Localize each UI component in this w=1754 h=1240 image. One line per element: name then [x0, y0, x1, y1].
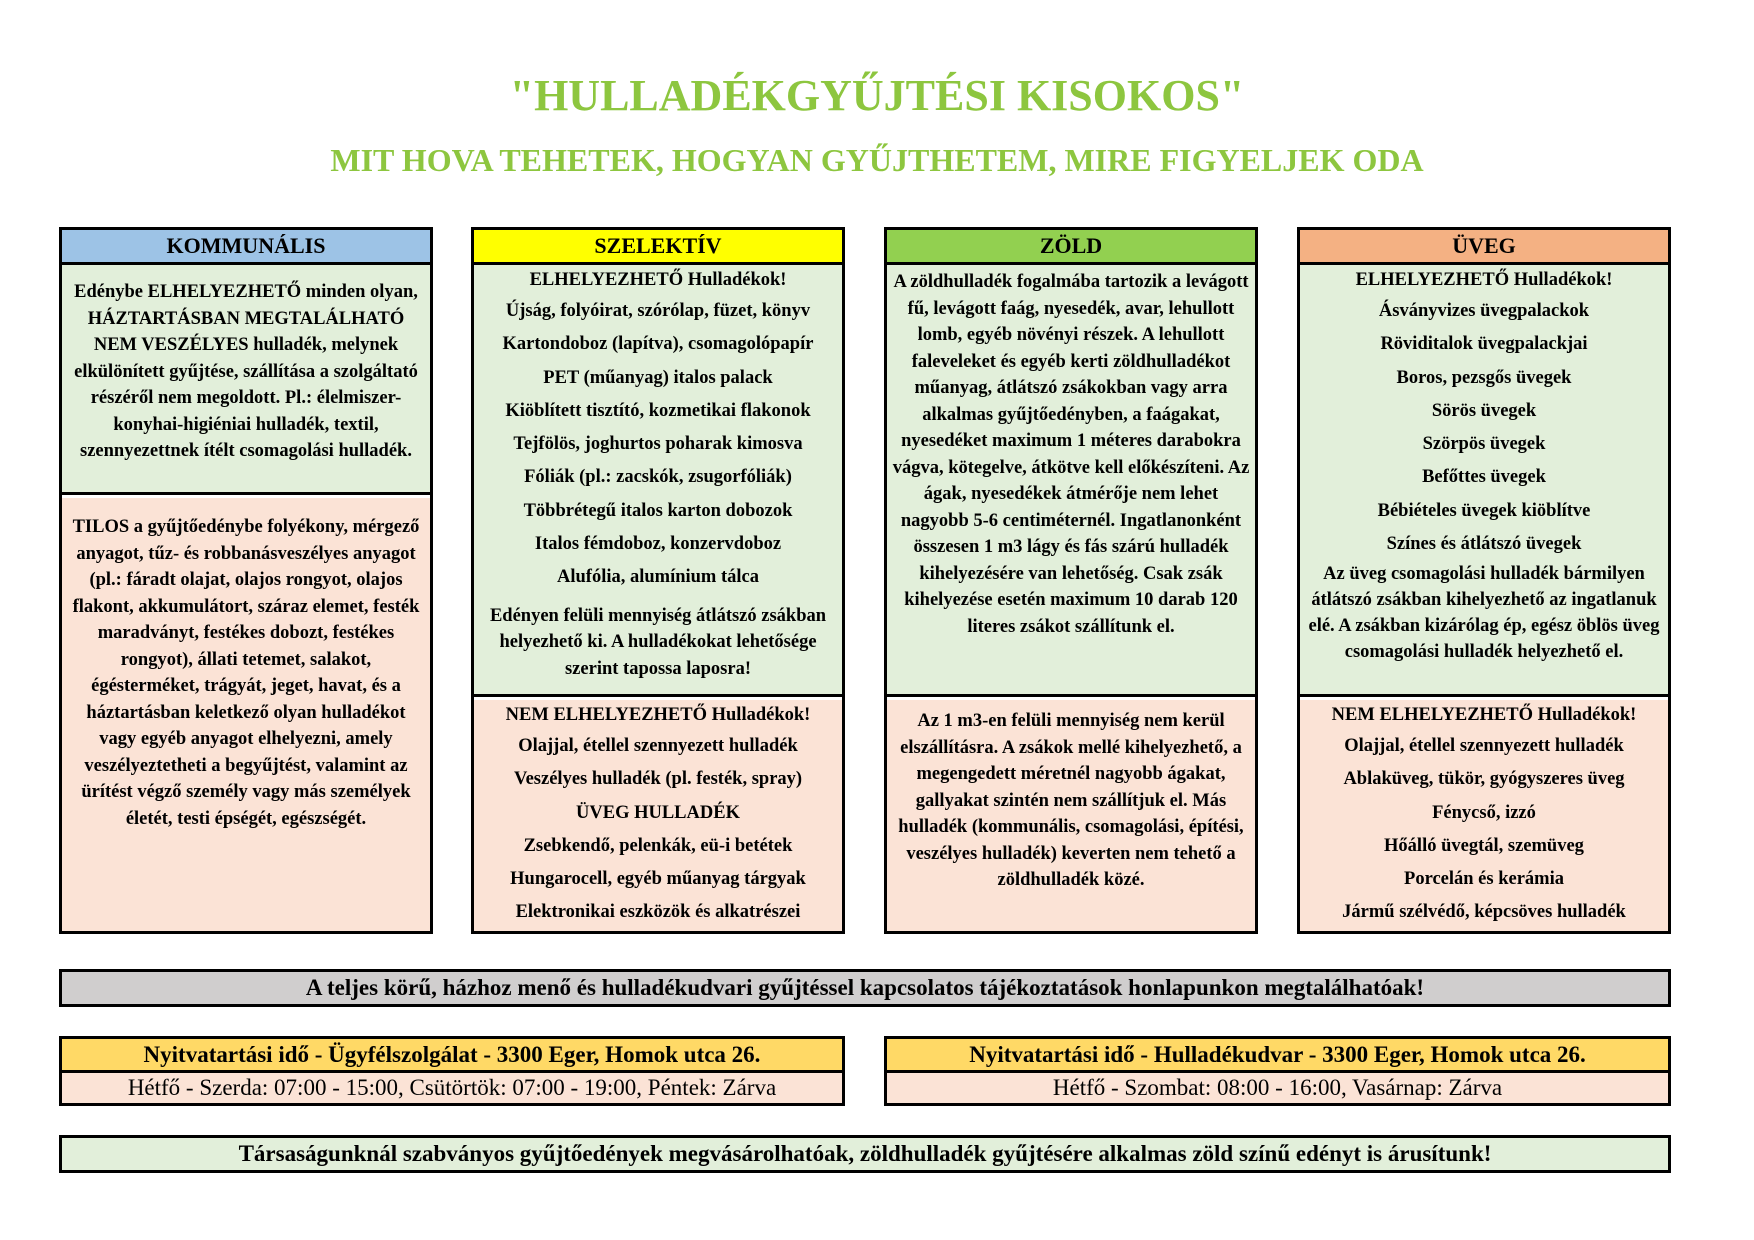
list-item: Italos fémdoboz, konzervdoboz [534, 534, 782, 555]
list-item: Olajjal, étellel szennyezett hulladék [1344, 736, 1624, 756]
list-item: Fénycső, izzó [1432, 802, 1536, 823]
uveg-allowed-list [1300, 295, 1668, 561]
list-item: Újság, folyóirat, szórólap, füzet, könyv [505, 301, 811, 321]
list-item: Fóliák (pl.: zacskók, zsugorfóliák) [524, 467, 792, 488]
szelektiv-header: SZELEKTÍV [474, 230, 842, 265]
szelektiv-forbidden-section [474, 700, 842, 931]
uveg-column [1297, 227, 1671, 934]
yard-hours-box [884, 1036, 1671, 1106]
office-hours-times: Hétfő - Szerda: 07:00 - 15:00, Csütörtök: 07:00 - 19:00, Péntek: Zárva [62, 1073, 842, 1103]
zold-allowed-text: A zöldhulladék fogalmába tartozik a levágott fű, levágott faág, nyesedék, avar, lehullott lomb, egyéb növényi részek. A lehullott faleveleket és egyéb kerti zöldhulladékot műanyag, átlátszó zsákokban vagy arra alkalmas gyűjtőedényben, a faágakat, nyesedéket maximum 1 méteres darabokra vágva, kötegelve, átkötve kell előkészíteni. Az ágak, nyesedékek átmérője nem lehet nagyobb 5-6 centiméternél. Ingatlanonként összesen 1 m3 lágy és fás szárú hulladék kihelyezésére van lehetőség. Csak zsák kihelyezése esetén maximum 10 darab 120 literes zsákot szállítunk el. [887, 265, 1255, 697]
list-item: Zsebkendő, pelenkák, eü-i betétek [523, 835, 793, 856]
kommunalis-header: KOMMUNÁLIS [62, 230, 430, 265]
list-item: Színes és átlátszó üvegek [1386, 534, 1582, 555]
footer-bar: Társaságunknál szabványos gyűjtőedények megvásárolhatóak, zöldhulladék gyűjtésére alkalmas zöld színű edényt is árusítunk! [59, 1135, 1671, 1173]
page-subtitle: MIT HOVA TEHETEK, HOGYAN GYŰJTHETEM, MIRE FIGYELJEK ODA [330, 142, 1424, 178]
kommunalis-allowed-text: Edénybe ELHELYEZHETŐ minden olyan, HÁZTARTÁSBAN MEGTALÁLHATÓ NEM VESZÉLYES hulladék, melynek elkülönített gyűjtése, szállítása a szolgáltató részéről nem megoldott. Pl.: élelmiszer-konyhai-higiéniai hulladék, textil, szennyezettnek ítélt csomagolási hulladék. [62, 265, 430, 495]
page-title: "HULLADÉKGYŰJTÉSI KISOKOS" [509, 71, 1245, 120]
list-item: Többrétegű italos karton dobozok [523, 500, 793, 521]
list-item: ÜVEG HULLADÉK [576, 802, 740, 823]
list-item: Kiöblített tisztító, kozmetikai flakonok [505, 400, 811, 421]
info-bar: A teljes körű, házhoz menő és hulladékudvari gyűjtéssel kapcsolatos tájékoztatások honlapunkon megtalálhatóak! [59, 969, 1671, 1007]
list-item: Olajjal, étellel szennyezett hulladék [518, 736, 798, 756]
uveg-allowed-title: ELHELYEZHETŐ Hulladékok! [1355, 270, 1613, 290]
kommunalis-column [59, 227, 433, 934]
uveg-forbidden-list [1300, 730, 1668, 930]
zold-column [884, 227, 1258, 934]
yard-hours-title: Nyitvatartási idő - Hulladékudvar - 3300 Eger, Homok utca 26. [887, 1039, 1668, 1073]
list-item: Ásványvizes üvegpalackok [1378, 301, 1590, 321]
uveg-forbidden-title: NEM ELHELYEZHETŐ Hulladékok! [1331, 705, 1637, 725]
zold-forbidden-text: Az 1 m3-en felüli mennyiség nem kerül elszállításra. A zsákok mellé kihelyezhető, a megengedett méretnél nagyobb ágakat, gallyakat szintén nem szállítjuk el. Más hulladék (kommunális, csomagolási, építési, veszélyes hulladék) keverten nem tehető a zöldhulladék közé. [887, 700, 1255, 931]
list-item: Elektronikai eszközök és alkatrészei [515, 902, 801, 923]
yard-hours-times: Hétfő - Szombat: 08:00 - 16:00, Vasárnap: Zárva [887, 1073, 1668, 1103]
list-item: Jármű szélvédő, képcsöves hulladék [1342, 902, 1626, 923]
list-item: Alufólia, alumínium tálca [557, 567, 759, 588]
szelektiv-allowed-list [474, 295, 842, 595]
list-item: Befőttes üvegek [1422, 467, 1546, 488]
szelektiv-column [471, 227, 845, 934]
office-hours-title: Nyitvatartási idő - Ügyfélszolgálat - 3300 Eger, Homok utca 26. [62, 1039, 842, 1073]
office-hours-box [59, 1036, 845, 1106]
list-item: Bébiételes üvegek kiöblítve [1377, 500, 1591, 521]
list-item: Porcelán és kerámia [1404, 869, 1564, 890]
szelektiv-note: Edényen felüli mennyiség átlátszó zsákban helyezhető ki. A hulladékokat lehetősége szerint tapossa laposra! [489, 605, 827, 679]
list-item: Ablaküveg, tükör, gyógyszeres üveg [1343, 769, 1625, 790]
uveg-forbidden-section [1300, 700, 1668, 931]
list-item: Hungarocell, egyéb műanyag tárgyak [510, 869, 806, 890]
zold-header: ZÖLD [887, 230, 1255, 265]
list-item: Szörpös üvegek [1422, 434, 1546, 455]
szelektiv-forbidden-list [474, 730, 842, 930]
list-item: Veszélyes hulladék (pl. festék, spray) [513, 769, 803, 790]
szelektiv-allowed-title: ELHELYEZHETŐ Hulladékok! [529, 270, 787, 290]
list-item: Hőálló üvegtál, szemüveg [1384, 835, 1584, 856]
list-item: Tejfölös, joghurtos poharak kimosva [513, 434, 803, 455]
uveg-header: ÜVEG [1300, 230, 1668, 265]
list-item: Kartondoboz (lapítva), csomagolópapír [502, 334, 814, 355]
uveg-allowed-section [1300, 265, 1668, 697]
kommunalis-forbidden-text: TILOS a gyűjtőedénybe folyékony, mérgező anyagot, tűz- és robbanásveszélyes anyagot (pl.: fáradt olajat, olajos rongyot, olajos flakont, akkumulátort, száraz elemet, festék maradványt, festékes dobozt, festékes rongyot), állati tetemet, salakot, égésterméket, trágyát, jeget, havat, és a háztartásban keletkező olyan hulladékot vagy egyéb anyagot elhelyezni, amely veszélyeztetheti a begyűjtést, valamint az ürítést végző személy vagy más személyek életét, testi épségét, egészségét. [62, 498, 430, 931]
list-item: Röviditalok üvegpalackjai [1380, 334, 1588, 355]
uveg-note: Az üveg csomagolási hulladék bármilyen átlátszó zsákban kihelyezhető az ingatlanuk elé. A zsákban kizárólag ép, egész öblös üveg csomagolási hulladék helyezhető el. [1308, 564, 1660, 663]
list-item: Boros, pezsgős üvegek [1396, 367, 1572, 388]
list-item: PET (műanyag) italos palack [543, 367, 773, 388]
list-item: Sörös üvegek [1431, 400, 1537, 421]
szelektiv-forbidden-title: NEM ELHELYEZHETŐ Hulladékok! [505, 705, 811, 725]
szelektiv-allowed-section [474, 265, 842, 697]
